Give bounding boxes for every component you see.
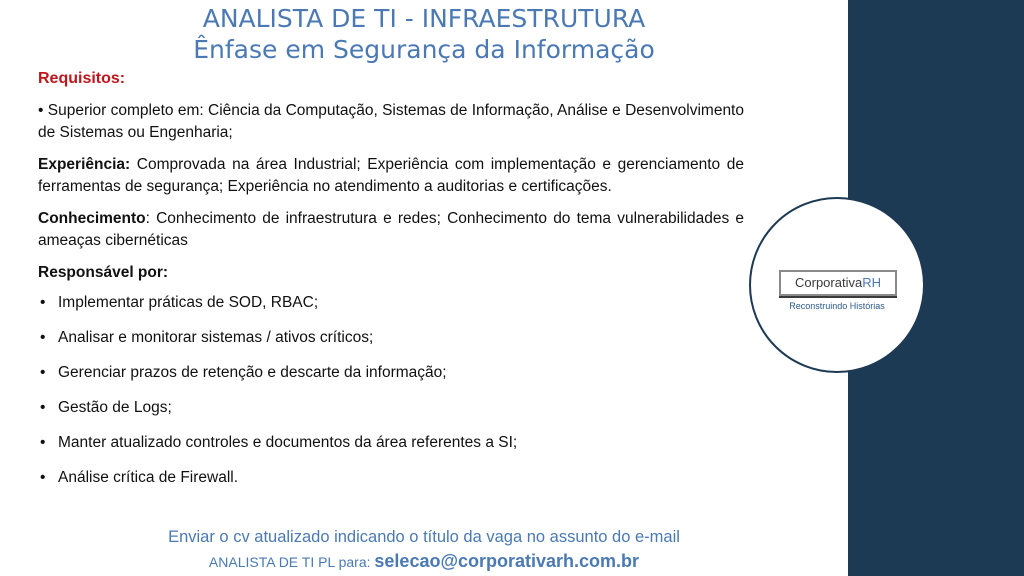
logo-tagline: Reconstruindo Histórias: [789, 301, 885, 311]
company-logo: [749, 197, 925, 373]
list-item: • Implementar práticas de SOD, RBAC;: [38, 292, 744, 314]
logo-name-part1: Corporativa: [795, 275, 863, 290]
experiencia-text: Comprovada na área Industrial; Experiência com implementação e gerenciamento de ferramentas de segurança; Experiência no atendimento a auditorias e certificações.: [38, 156, 744, 195]
experiencia-label: Experiência:: [38, 156, 131, 173]
requisitos-label: Requisitos:: [38, 70, 126, 87]
formacao-paragraph: • Superior completo em: Ciência da Computação, Sistemas de Informação, Análise e Desenvolvimento de Sistemas ou Engenharia;: [38, 102, 744, 141]
responsavel-label: Responsável por:: [38, 264, 169, 281]
responsibilities-list: [38, 292, 744, 489]
logo-wordmark: [779, 270, 897, 296]
experiencia-paragraph: [38, 154, 744, 198]
page-title: ANALISTA DE TI - INFRAESTRUTURA: [202, 4, 646, 33]
list-item: • Análise crítica de Firewall.: [38, 467, 744, 489]
footer-contact-prefix: ANALISTA DE TI PL para:: [208, 554, 375, 570]
page-subtitle: Ênfase em Segurança da Informação: [193, 35, 655, 64]
footer-instruction: Enviar o cv atualizado indicando o título da vaga no assunto do e-mail: [168, 528, 680, 546]
conhecimento-text: : Conhecimento de infraestrutura e redes; Conhecimento do tema vulnerabilidades e ameaças cibernéticas: [38, 210, 744, 249]
list-item: • Gerenciar prazos de retenção e descarte da informação;: [38, 362, 744, 384]
conhecimento-label: Conhecimento: [38, 210, 146, 227]
contact-email: selecao@corporativarh.com.br: [374, 551, 640, 571]
conhecimento-paragraph: [38, 208, 744, 252]
logo-name-part2: RH: [862, 275, 881, 290]
job-description: [38, 68, 744, 502]
list-item: • Analisar e monitorar sistemas / ativos críticos;: [38, 327, 744, 349]
footer-contact: [0, 550, 848, 573]
list-item: • Gestão de Logs;: [38, 397, 744, 419]
list-item: • Manter atualizado controles e documentos da área referentes a SI;: [38, 432, 744, 454]
